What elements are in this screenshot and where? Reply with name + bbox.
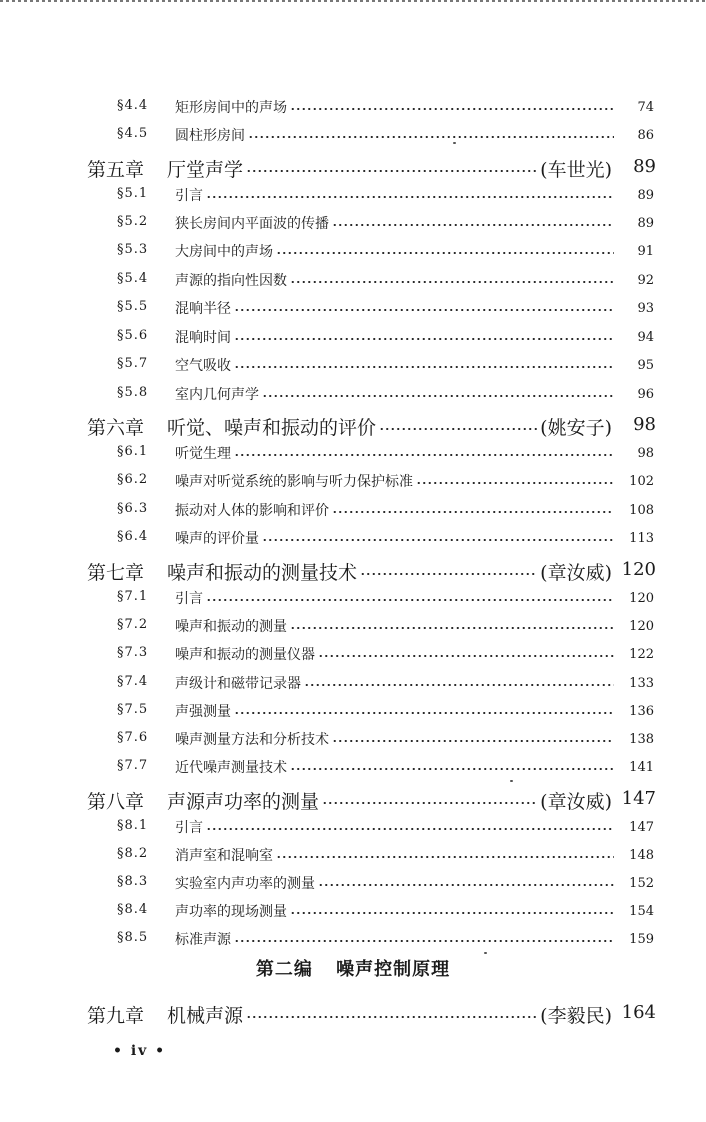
section-number: §7.2 — [117, 617, 149, 632]
section-number: §4.5 — [117, 126, 149, 141]
toc-section-entry — [0, 673, 706, 703]
toc-section-entry — [0, 701, 706, 731]
dot-leader — [234, 338, 614, 340]
dot-leader — [416, 482, 614, 484]
toc-section-entry — [0, 500, 706, 530]
section-title: 振动对人体的影响和评价 — [175, 503, 329, 519]
section-number: §5.8 — [117, 385, 149, 400]
section-title: 室内几何声学 — [175, 387, 259, 403]
section-title: 混响时间 — [175, 330, 231, 346]
section-title: 混响半径 — [175, 301, 231, 317]
toc-section-entry — [0, 125, 706, 155]
chapter-number: 第九章 — [87, 1005, 145, 1027]
dot-leader — [290, 912, 614, 914]
chapter-number: 第七章 — [87, 562, 145, 584]
scan-speck — [484, 952, 487, 954]
section-title: 声强测量 — [175, 704, 231, 720]
toc-section-entry — [0, 185, 706, 215]
chapter-author: (章汝威) — [540, 562, 612, 584]
toc-section-entry — [0, 384, 706, 414]
section-title: 圆柱形房间 — [175, 128, 245, 144]
toc-section-entry — [0, 213, 706, 243]
section-number: §5.2 — [117, 214, 149, 229]
page-number: 138 — [629, 732, 654, 747]
toc-section-entry — [0, 644, 706, 674]
toc-section-entry — [0, 355, 706, 385]
page-number: 98 — [637, 446, 654, 461]
page-number: 98 — [633, 414, 656, 435]
scan-speck — [453, 142, 456, 144]
page-number: 141 — [629, 760, 654, 775]
toc-section-entry — [0, 729, 706, 759]
toc-section-entry — [0, 241, 706, 271]
part-heading-label: 第二编 — [255, 959, 313, 980]
section-title: 实验室内声功率的测量 — [175, 876, 315, 892]
dot-leader — [246, 1016, 537, 1018]
dot-leader — [234, 366, 614, 368]
part-heading-title: 噪声控制原理 — [336, 959, 451, 980]
dot-leader — [234, 940, 614, 942]
dot-leader — [290, 108, 614, 110]
page-folio: • iv • — [113, 1043, 167, 1059]
page-number: 102 — [629, 474, 654, 489]
dot-leader — [318, 884, 614, 886]
section-title: 噪声的评价量 — [175, 531, 259, 547]
chapter-number: 第六章 — [87, 417, 145, 439]
chapter-author: (姚安子) — [540, 417, 612, 439]
page-number: 120 — [629, 591, 654, 606]
page-number: 92 — [637, 273, 654, 288]
dot-leader — [276, 856, 614, 858]
section-number: §5.5 — [117, 299, 149, 314]
section-title: 噪声测量方法和分析技术 — [175, 732, 329, 748]
section-title: 狭长房间内平面波的传播 — [175, 216, 329, 232]
section-title: 听觉生理 — [175, 446, 231, 462]
chapter-author: (车世光) — [540, 159, 612, 181]
dot-leader — [379, 428, 537, 430]
toc-chapter-entry — [0, 787, 706, 817]
dot-leader — [206, 828, 614, 830]
section-number: §8.1 — [117, 818, 149, 833]
toc-section-entry — [0, 817, 706, 847]
section-title: 标准声源 — [175, 932, 231, 948]
toc-section-entry — [0, 270, 706, 300]
section-number: §6.4 — [117, 529, 149, 544]
page-number: 93 — [637, 301, 654, 316]
dot-leader — [290, 627, 614, 629]
page-number: 108 — [629, 503, 654, 518]
dot-leader — [262, 539, 614, 541]
toc-section-entry — [0, 528, 706, 558]
section-title: 消声室和混响室 — [175, 848, 273, 864]
section-number: §5.7 — [117, 356, 149, 371]
dot-leader — [246, 170, 537, 172]
chapter-title: 声源声功率的测量 — [167, 791, 320, 813]
page-number: 164 — [621, 1002, 656, 1023]
chapter-title: 机械声源 — [167, 1005, 244, 1027]
section-title: 矩形房间中的声场 — [175, 100, 287, 116]
section-number: §8.3 — [117, 874, 149, 889]
part-heading — [0, 955, 706, 981]
dot-leader — [262, 395, 614, 397]
section-number: §6.1 — [117, 444, 149, 459]
section-number: §7.6 — [117, 730, 149, 745]
page-number: 113 — [629, 531, 654, 546]
section-number: §4.4 — [117, 98, 149, 113]
section-number: §8.5 — [117, 930, 149, 945]
dot-leader — [234, 454, 614, 456]
page-number: 159 — [629, 932, 654, 947]
chapter-author: (李毅民) — [540, 1005, 612, 1027]
page-number: 148 — [629, 848, 654, 863]
section-title: 引言 — [175, 188, 203, 204]
section-number: §6.3 — [117, 501, 149, 516]
dot-leader — [248, 136, 614, 138]
section-title: 空气吸收 — [175, 358, 231, 374]
page-number: 96 — [637, 387, 654, 402]
dot-leader — [332, 511, 614, 513]
toc-section-entry — [0, 588, 706, 618]
section-number: §7.4 — [117, 674, 149, 689]
toc-section-entry — [0, 616, 706, 646]
section-number: §7.5 — [117, 702, 149, 717]
section-title: 声源的指向性因数 — [175, 273, 287, 289]
section-number: §7.1 — [117, 589, 149, 604]
page-number: 86 — [637, 128, 654, 143]
section-title: 引言 — [175, 591, 203, 607]
section-number: §5.6 — [117, 328, 149, 343]
section-title: 大房间中的声场 — [175, 244, 273, 260]
dot-leader — [322, 802, 537, 804]
page-number: 89 — [633, 156, 656, 177]
section-title: 噪声对听觉系统的影响与听力保护标准 — [175, 474, 413, 490]
page-number: 95 — [637, 358, 654, 373]
dot-leader — [290, 281, 614, 283]
dot-leader — [332, 224, 614, 226]
section-title: 引言 — [175, 820, 203, 836]
toc-chapter-entry — [0, 155, 706, 185]
page-number: 89 — [637, 188, 654, 203]
toc-section-entry — [0, 757, 706, 787]
dot-leader — [206, 196, 614, 198]
chapter-author: (章汝威) — [540, 791, 612, 813]
page-number: 120 — [629, 619, 654, 634]
section-number: §5.4 — [117, 271, 149, 286]
section-title: 噪声和振动的测量仪器 — [175, 647, 315, 663]
page-number: 91 — [637, 244, 654, 259]
section-number: §8.2 — [117, 846, 149, 861]
dot-leader — [234, 309, 614, 311]
scan-speck — [510, 780, 513, 782]
page-number: 147 — [621, 788, 656, 809]
dot-leader — [318, 655, 614, 657]
section-number: §7.3 — [117, 645, 149, 660]
section-title: 近代噪声测量技术 — [175, 760, 287, 776]
page-number: 154 — [629, 904, 654, 919]
toc-section-entry — [0, 845, 706, 875]
chapter-title: 厅堂声学 — [167, 159, 244, 181]
section-number: §8.4 — [117, 902, 149, 917]
section-number: §5.1 — [117, 186, 149, 201]
toc-section-entry — [0, 327, 706, 357]
chapter-title: 噪声和振动的测量技术 — [167, 562, 358, 584]
toc-chapter-entry — [0, 413, 706, 443]
page-number: 152 — [629, 876, 654, 891]
dot-leader — [332, 740, 614, 742]
toc-chapter-entry — [0, 558, 706, 588]
page-number: 136 — [629, 704, 654, 719]
toc-section-entry — [0, 97, 706, 127]
page-number: 133 — [629, 676, 654, 691]
chapter-title: 听觉、噪声和振动的评价 — [167, 417, 377, 439]
dot-leader — [290, 768, 614, 770]
page-number: 122 — [629, 647, 654, 662]
toc-section-entry — [0, 873, 706, 903]
page-number: 147 — [629, 820, 654, 835]
dot-leader — [304, 684, 614, 686]
page-number: 120 — [621, 559, 656, 580]
toc-section-entry — [0, 471, 706, 501]
page-number: 74 — [637, 100, 654, 115]
toc-chapter-entry — [0, 1001, 706, 1031]
chapter-number: 第八章 — [87, 791, 145, 813]
section-number: §7.7 — [117, 758, 149, 773]
section-title: 声功率的现场测量 — [175, 904, 287, 920]
page-number: 89 — [637, 216, 654, 231]
toc-section-entry — [0, 443, 706, 473]
section-title: 声级计和磁带记录器 — [175, 676, 301, 692]
toc-section-entry — [0, 298, 706, 328]
dot-leader — [360, 573, 537, 575]
toc-section-entry — [0, 901, 706, 931]
dot-leader — [276, 252, 614, 254]
page-number: 94 — [637, 330, 654, 345]
chapter-number: 第五章 — [87, 159, 145, 181]
section-number: §5.3 — [117, 242, 149, 257]
section-number: §6.2 — [117, 472, 149, 487]
dot-leader — [206, 599, 614, 601]
section-title: 噪声和振动的测量 — [175, 619, 287, 635]
dot-leader — [234, 712, 614, 714]
